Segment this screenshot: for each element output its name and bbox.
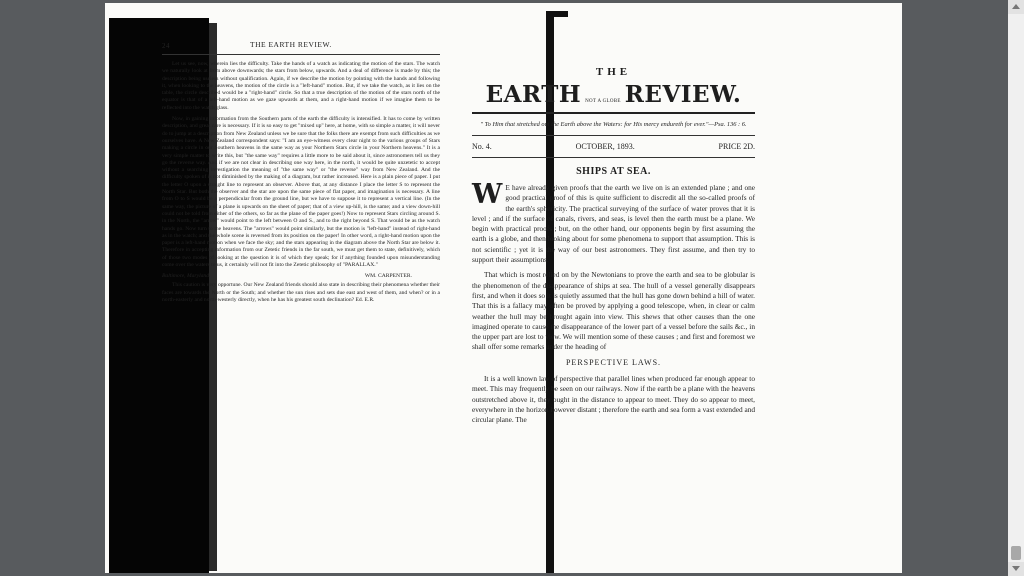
page-number: 24 bbox=[162, 42, 170, 50]
signature bbox=[162, 273, 440, 282]
motto: " To Him that stretched out the Earth above the Waters: for His mercy endureth for ever."—Psa. 136 : 6. bbox=[480, 121, 747, 128]
masthead bbox=[472, 66, 755, 108]
right-page bbox=[472, 66, 755, 431]
scroll-down-button[interactable] bbox=[1008, 562, 1024, 576]
motto-rule bbox=[472, 135, 755, 136]
article-paragraph: That which is most relied on by the Newtonians to prove the earth and sea to be globular is the phenomenon of the disappearance of ships at sea. The hull of a vessel generally disappears first, and when it does so it is quietly assumed that the hull has gone down behind a hill of water. That this is a fallacy may often be proved by applying a good telescope, when, in clear or calm weather the hull may be brought again into view. This shews that other causes than the one imagined operate to cause the disappearance of the lower part of a vessel before the sails &c., in the upper part are lost to view. We will mention some of these causes ; and first and foremost we shall offer some remarks under the heading of bbox=[472, 270, 755, 352]
left-paragraph: Now, in gaining information from the Southern parts of the earth the difficulty is intensified. It has to come by written description, and great care is necessary. If it is so easy to get "mixed up" here, at home, with so simple a matter, it will never do to jump at a description from New Zealand unless we be sure that the folks there are exempt from such difficulties as we ourselves have. A New Zealand correspondent says: "I am an eye-witness every clear night to the various groups of Stars making a circle in our Southern heavens in the same way as your Northern Stars circle in your Northern heavens." It is a very simple matter to write this, but "the same way" requires a little more to be said about it, since astronomers tell us they go the reverse way. And if we are not clear in describing one way here, in the north, it would be quite unzetetic to accept without a searching investigation the meaning of "the same way" or "the reverse" way from New Zealand. And the difficulty spoken of is not diminished by the making of a diagram, but rather increased. Here is a plain piece of paper. I put the letter O upon a straight line to represent an observer. Above that, at any distance I place the letter S to represent the North Star. But both the observer and the star are upon the same piece of flat paper, and imagination is necessary. A line from O to S would be a perpendicular from the ground line, but we have to suppose it to represent a vertical line. (In the same way, the picture of a plane is upwards on the sheet of paper; that of a view up-hill, is the same; and a view down-hill could not be told from either of the others, so far as the plane of the paper goes!) Now to represent Stars circling around S. in the North, the "arrow" would point to the left between O and S., and to the right beyond S. That would be as the watch hands go. Now turn to the heavens. The "arrows" would point similarly, but the motion is "left-hand" instead of right-hand as in the watch; and the whole scene is reversed from its position on the paper! In other word, a right-hand motion upon the paper is a left-hand motion when we face the sky; and the stars appearing in the diagram above the North Star are below it. Therefore in accepting information from our Zetetic friends in the far south, we must get them to state, definitively, which of those two modes of looking at the question it is of which they speak; for if anything founded upon misunderstanding come over the waters to us, it certainly will not fit into the Zetetic philosophy of "PARALLAX." bbox=[162, 116, 440, 269]
issue-line bbox=[472, 140, 755, 153]
left-page bbox=[162, 40, 440, 308]
masthead-the: THE bbox=[595, 66, 632, 78]
masthead-review: REVIEW. bbox=[624, 81, 742, 108]
issue-date: OCTOBER, 1893. bbox=[575, 142, 635, 151]
drop-cap: W bbox=[472, 179, 503, 210]
signature-place: Baltimore, Maryland. bbox=[162, 273, 211, 280]
left-paragraph: Let us see, now, wherein lies the difficulty. Take the hands of a watch as indicating the motion of the stars. The watch we naturally look at from above downwards; the stars from below, upwards. And a deal of difference is made by this; the description being useless without qualification. Again, if we describe the motion by pointing with the hands and following it, when looking to the heavens, the motion of the circle is a "left-hand" motion. But, if we take the watch, as it lies on the table, the circle described would be a "right-hand" circle. So that a true description of the motion of the stars north of the equator is that of a left-hand motion as we gaze upwards at them, and a right-hand motion if we imagine them to be reflected into the watch glass. bbox=[162, 61, 440, 111]
issue-price: PRICE 2D. bbox=[718, 142, 755, 151]
editor-note: This caution is very opportune. Our New Zealand friends should also state in describing their phenomena whether their faces are towards the North or the South; and whether the sun rises and sets due east and west of them, and when? or in a north-easterly and north-westerly directly, when he has his greatest south declination? Ed. E.R. bbox=[162, 282, 440, 303]
issue-rule bbox=[472, 157, 755, 158]
article-body bbox=[472, 179, 755, 426]
running-head: THE EARTH REVIEW. bbox=[250, 40, 332, 49]
masthead-tagline: NOT A GLOBE bbox=[585, 99, 621, 104]
arrow-down-icon bbox=[1012, 566, 1020, 571]
issue-number: No. 4. bbox=[472, 142, 492, 151]
article-paragraph: It is a well known law of perspective that parallel lines when produced far enough appear to meet. This may frequently be seen on our railways. Now if the earth be a plane with the heavens outstretched above it, they ought in the distance to appear to meet. They do so appear to meet, everywhere in the horizon however distant ; therefore the earth and sea form a vast extended and circular plane. The bbox=[472, 374, 755, 425]
scroll-up-button[interactable] bbox=[1008, 0, 1024, 14]
masthead-earth: EARTH bbox=[485, 81, 582, 108]
arrow-up-icon bbox=[1012, 4, 1020, 9]
left-page-header bbox=[162, 40, 440, 52]
left-page-text bbox=[162, 61, 440, 304]
masthead-rule bbox=[472, 112, 755, 114]
gutter-shadow-cap bbox=[546, 11, 568, 17]
article-paragraph: W E have already given proofs that the earth we live on is an extended plane ; and one good practical proof of this is quite sufficient to discredit all the so-called proofs of the earth's sphericity. The practical surveying of the surface of water proves that it is level ; and if the surface of canals, rivers, and seas, is level then the earth must be a plane. We begin with practical proofs ; but, on the other hand, our opponents begin by first assuming the earth is a globe, and then looking about for some phenomena to support that assumption. This is not scientific ; yet it is the way of our best astronomers. They first assume, and then try to support their assumptions. bbox=[472, 179, 755, 265]
signature-name: WM. CARPENTER. bbox=[364, 273, 412, 280]
subheading: PERSPECTIVE LAWS. bbox=[565, 357, 662, 367]
article-title: SHIPS AT SEA. bbox=[576, 166, 651, 177]
vertical-scrollbar[interactable] bbox=[1008, 0, 1024, 576]
scrollbar-thumb[interactable] bbox=[1011, 546, 1021, 560]
header-rule bbox=[162, 54, 440, 55]
